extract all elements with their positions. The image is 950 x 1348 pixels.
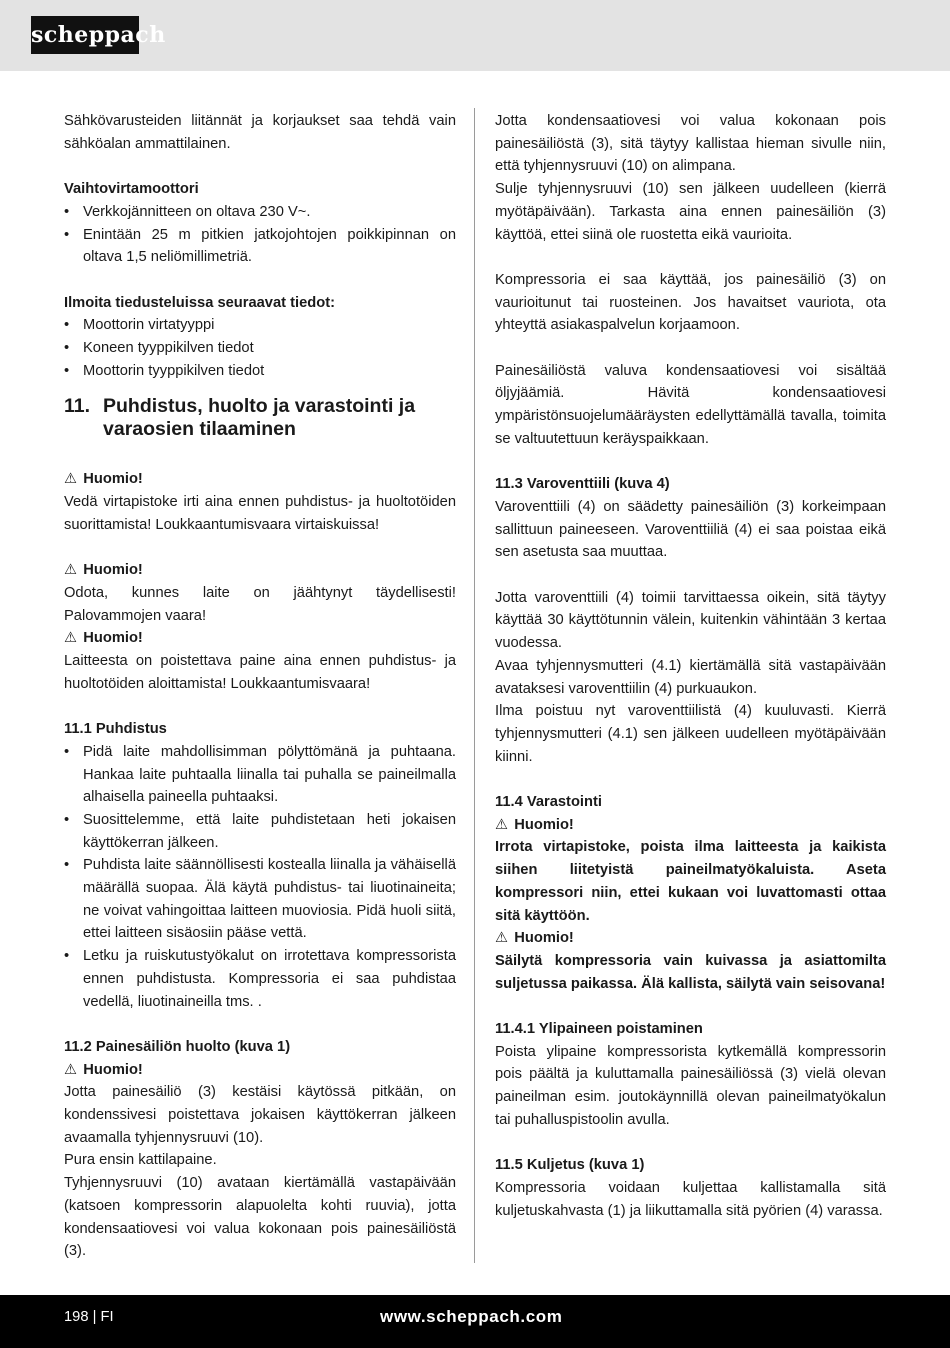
valve-heading: 11.3 Varoventtiili (kuva 4) — [495, 476, 670, 493]
overpressure-heading: 11.4.1 Ylipaineen poistaminen — [495, 1021, 703, 1038]
list-item: • Letku ja ruiskutustyökalut on irrotettava kompressorista ennen puhdistusta. Kompressoria ei saa puhdistaa vedellä, liuotinaineilla tms. . — [64, 948, 456, 1010]
scheppach-logo: scheppach — [31, 16, 139, 54]
inquiry-list — [64, 314, 456, 382]
paragraph: Jotta kondensaatiovesi voi valua kokonaan pois painesäiliöstä (3), sitä täytyy kallistaa hieman sivulle niin, että tyhjennysruuvi (10) on alimpana. — [495, 113, 886, 175]
section-title: Puhdistus, huolto ja varastointi ja varaosien tilaaminen — [103, 395, 416, 441]
intro-text: Sähkövarusteiden liitännät ja korjaukset saa tehdä vain sähköalan ammattilainen. — [64, 113, 456, 152]
paragraph: Jotta varoventtiili (4) toimii tarvittaessa oikein, sitä täytyy käyttää 30 käyttötunnin välein, kuitenkin vähintään 3 kertaa vuodessa. — [495, 589, 886, 652]
motor-heading: Vaihtovirtamoottori — [64, 181, 199, 198]
paragraph: Painesäiliöstä valuva kondensaatiovesi voi sisältää öljyjäämiä. Hävitä kondensaatiovesi ympäristönsuojelumääräysten edellyttämällä tavalla, toimita se valtuutettuun keräyspaikkaan. — [495, 362, 886, 447]
cleaning-heading: 11.1 Puhdistus — [64, 721, 167, 738]
list-item: • Moottorin tyyppikilven tiedot — [64, 362, 265, 379]
warning-text: Säilytä kompressoria vain kuivassa ja asiattomilta suljetussa paikassa. Älä kallista, säilytä vain seisovana! — [495, 952, 886, 992]
tank-paragraph: Tyhjennysruuvi (10) avataan kiertämällä vastapäivään (katsoen kompressorin alapuolelta kohti ruuvia), jotta kondensaatiovesi voi valua kokonaan pois painesäiliöstä (3). — [64, 1175, 456, 1260]
cleaning-list — [64, 741, 456, 1013]
warning-label: ⚠ Huomio! — [64, 471, 143, 488]
page-footer — [0, 1295, 950, 1348]
warning-label: ⚠ Huomio! — [64, 630, 143, 647]
paragraph: Poista ylipaine kompressorista kytkemällä kompressorin pois päältä ja kuluttamalla painesäiliössä (3) vielä olevan paineilman esim. joutokäynnillä olevan paineilmatyökalun tai puhalluspistoolin avulla. — [495, 1043, 886, 1128]
warning-label: ⚠ Huomio! — [495, 816, 574, 833]
section-heading — [64, 395, 456, 441]
paragraph: Varoventtiili (4) on säädetty painesäiliön (3) korkeimpaan sallittuun paineeseen. Varoventtiiliä (4) ei saa poistaa eikä sen asetusta saa muuttaa. — [495, 498, 886, 561]
warning-icon: ⚠ — [64, 562, 78, 579]
warning-text: Vedä virtapistoke irti aina ennen puhdistus- ja huoltotöiden suorittamista! Loukkaantumisvaara virtaiskuissa! — [64, 494, 456, 533]
paragraph: Ilma poistuu nyt varoventtiilistä (4) kuuluvasti. Kierrä tyhjennysmutteri (4.1) sen jälkeen uudelleen myötäpäivään kiinni. — [495, 703, 886, 765]
paragraph: Kompressoria ei saa käyttää, jos painesäiliö (3) on vaurioitunut tai ruosteinen. Jos havaitset vauriota, ota yhteyttä asiakaspalvelun korjaamoon. — [495, 271, 886, 334]
list-item: • Pidä laite mahdollisimman pölyttömänä ja puhtaana. Hankaa laite puhtaalla liinalla tai puhalla se paineilmalla alhaisella paineella puhtaaksi. — [64, 743, 456, 806]
warning-label: ⚠ Huomio! — [495, 930, 574, 947]
warning-icon: ⚠ — [64, 471, 78, 488]
tank-paragraph: Pura ensin kattilapaine. — [64, 1152, 217, 1169]
warning-label: ⚠ Huomio! — [64, 1061, 143, 1078]
column-divider — [474, 108, 475, 1263]
list-item: • Enintään 25 m pitkien jatkojohtojen poikkipinnan on oltava 1,5 neliömillimetriä. — [64, 226, 456, 266]
paragraph: Avaa tyhjennysmutteri (4.1) kiertämällä sitä vastapäivään avataksesi varoventtiilin (4) purkuaukon. — [495, 657, 886, 697]
tank-heading: 11.2 Painesäiliön huolto (kuva 1) — [64, 1038, 291, 1055]
warning-icon: ⚠ — [495, 930, 509, 947]
list-item: • Verkkojännitteen on oltava 230 V~. — [64, 203, 311, 220]
left-column — [64, 110, 456, 1263]
warning-text: Irrota virtapistoke, poista ilma laitteesta ja kaikista siihen liitetyistä paineilmatyökaluista. Aseta kompressori niin, ettei kukaan voi luvattomasti ottaa sitä käyttöön. — [495, 839, 886, 924]
list-item: • Moottorin virtatyyppi — [64, 317, 215, 334]
warning-icon: ⚠ — [64, 1061, 78, 1078]
list-item: • Koneen tyyppikilven tiedot — [64, 340, 254, 356]
right-column — [495, 110, 886, 1222]
warning-label: ⚠ Huomio! — [64, 562, 143, 579]
page-header — [0, 0, 950, 71]
paragraph: Sulje tyhjennysruuvi (10) sen jälkeen uudelleen (kierrä myötäpäivään). Tarkasta aina ennen painesäiliön (3) käyttöä, ettei siinä ole ruostetta eikä vaurioita. — [495, 181, 886, 243]
list-item: • Puhdista laite säännöllisesti kostealla liinalla ja vähäisellä määrällä suopaa. Älä käytä puhdistus- tai liuotinaineita; ne voivat vahingoittaa laitteen muoviosia. Pidä huoli siitä, ettei laitteen sisäosiin pääse vettä. — [64, 857, 456, 942]
transport-heading: 11.5 Kuljetus (kuva 1) — [495, 1157, 645, 1174]
website-link[interactable]: www.scheppach.com — [380, 1307, 563, 1326]
motor-list — [64, 201, 456, 269]
paragraph: Kompressoria voidaan kuljettaa kallistamalla sitä kuljetuskahvasta (1) ja liikuttamalla sitä pyörien (4) varassa. — [495, 1179, 886, 1219]
section-number: 11. — [64, 395, 91, 418]
inquiry-heading: Ilmoita tiedusteluissa seuraavat tiedot: — [64, 294, 335, 311]
page-number: 198 | FI — [64, 1309, 114, 1325]
warning-text: Odota, kunnes laite on jäähtynyt täydellisesti! Palovammojen vaara! — [64, 584, 456, 624]
warning-icon: ⚠ — [64, 630, 78, 647]
tank-paragraph: Jotta painesäiliö (3) kestäisi käytössä pitkään, on kondenssivesi poistettava jokaisen käyttökerran jälkeen avaamalla tyhjennysruuvi (10). — [64, 1084, 456, 1146]
warning-text: Laitteesta on poistettava paine aina ennen puhdistus- ja huoltotöiden aloittamista! Loukkaantumisvaara! — [64, 653, 456, 692]
list-item: • Suosittelemme, että laite puhdistetaan heti jokaisen käyttökerran jälkeen. — [64, 811, 456, 851]
warning-icon: ⚠ — [495, 816, 509, 833]
storage-heading: 11.4 Varastointi — [495, 794, 602, 811]
